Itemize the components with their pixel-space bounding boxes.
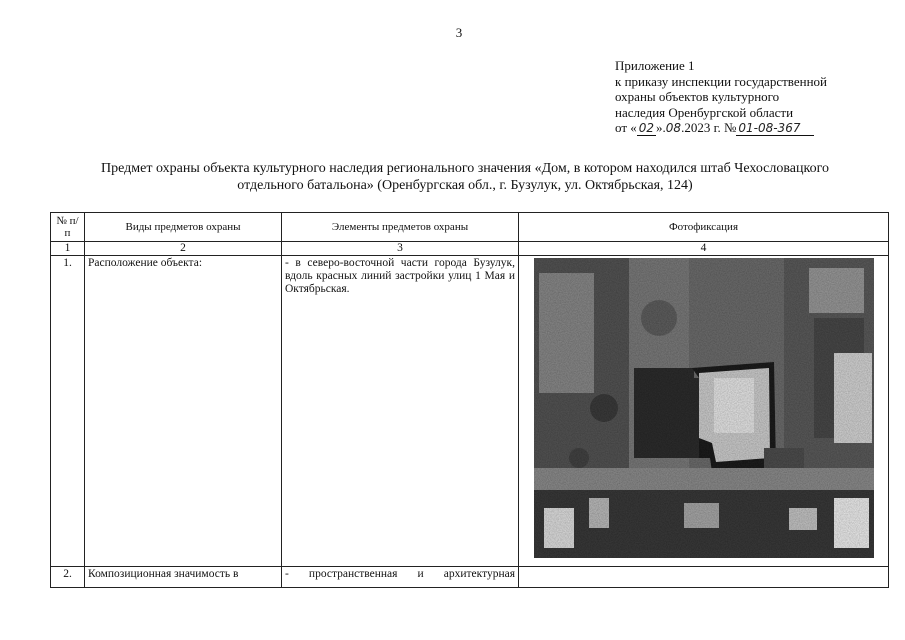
appendix-order-line: к приказу инспекции государственной — [615, 73, 827, 89]
date-separator: ». — [656, 120, 666, 135]
row-elements: - пространственная и архитектурная — [282, 567, 519, 588]
column-number: 3 — [282, 242, 519, 256]
appendix-header — [615, 58, 885, 137]
header-num: № п/п — [51, 213, 85, 242]
table-row — [51, 256, 889, 567]
column-number: 4 — [519, 242, 889, 256]
date-year: .2023 г. — [681, 120, 721, 135]
title-line-1: Предмет охраны объекта культурного наследия регионального значения «Дом, в котором находился штаб Чехословацкого — [101, 161, 829, 176]
page-number: 3 — [455, 25, 463, 40]
number-prefix: № — [720, 120, 737, 135]
row-photo — [519, 256, 889, 567]
row-num: 2. — [51, 567, 85, 588]
appendix-agency-line: охраны объектов культурного — [615, 89, 780, 104]
date-month: 08 — [665, 121, 682, 135]
row-elements: - в северо-восточной части города Бузулук, вдоль красных линий застройки улиц 1 Мая и Октябрьская. — [282, 256, 519, 567]
column-number: 1 — [51, 242, 85, 256]
header-type: Виды предметов охраны — [85, 213, 282, 242]
date-day: 02 — [638, 121, 655, 135]
date-prefix: от « — [615, 120, 637, 135]
table-row — [51, 567, 889, 588]
row-type: Композиционная значимость в — [85, 567, 282, 588]
row-num: 1. — [51, 256, 85, 567]
title-line-2: отдельного батальона» (Оренбургская обл., г. Бузулук, ул. Октябрьская, 124) — [237, 178, 693, 193]
header-photo: Фотофиксация — [519, 213, 889, 242]
document-title — [55, 160, 875, 194]
column-numbers-row — [51, 242, 889, 256]
column-number: 2 — [85, 242, 282, 256]
appendix-title: Приложение 1 — [615, 58, 695, 73]
protection-subject-table — [50, 212, 889, 588]
aerial-photo — [534, 258, 874, 558]
header-elements: Элементы предметов охраны — [282, 213, 519, 242]
appendix-region-line: наследия Оренбургской области — [615, 104, 794, 120]
appendix-date-number-line — [615, 120, 885, 137]
table-header-row — [51, 213, 889, 242]
row-photo — [519, 567, 889, 588]
order-number: 01-08-367 — [736, 121, 814, 136]
row-type: Расположение объекта: — [85, 256, 282, 567]
